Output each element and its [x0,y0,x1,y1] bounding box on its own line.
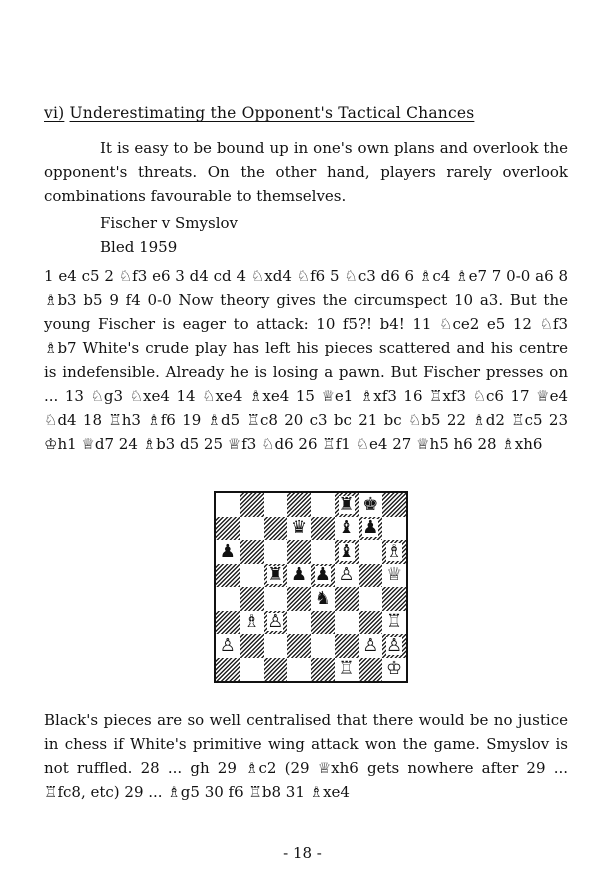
game-players: Fischer v Smyslov [100,214,238,232]
chess-piece: ♜ [338,493,355,515]
board-square [287,493,311,517]
board-square [311,611,335,635]
board-square [287,540,311,564]
board-square [240,540,264,564]
chess-piece: ♜ [267,564,284,586]
board-square [335,564,359,588]
board-square [311,658,335,682]
chess-piece: ♗ [243,611,260,633]
page-number: - 18 - [283,844,322,862]
chess-piece: ♚ [362,493,379,515]
board-square [382,587,406,611]
board-square [216,611,240,635]
board-square [359,564,383,588]
board-square [287,611,311,635]
board-square [335,634,359,658]
board-square [382,517,406,541]
chess-piece: ♕ [386,564,403,586]
chess-piece: ♙ [219,634,236,656]
chess-piece: ♔ [386,658,403,680]
board-square [264,540,288,564]
board-square [216,493,240,517]
board-square [240,611,264,635]
board-square [335,540,359,564]
board-square [311,493,335,517]
chess-piece: ♙ [338,564,355,586]
board-square [382,493,406,517]
board-square [382,611,406,635]
board-square [240,634,264,658]
chess-piece: ♟ [291,564,308,586]
commentary-paragraph: Black's pieces are so well centralised that there would be no justice in chess if White's primitive wing attack won the game. Smyslov is not ruffled. 28 ... gh 29 ♗c2 (29 ♕xh6 gets nowhere after 29 ... ♖fc8, etc) 29 ... ♗g5 30 f6 ♖b8 31 ♗xe4 [44,711,568,801]
board-square [359,611,383,635]
board-square [240,587,264,611]
chess-piece: ♙ [386,634,403,656]
board-square [359,517,383,541]
board-square [311,587,335,611]
game-event: Bled 1959 [100,238,178,256]
board-square [359,493,383,517]
board-square [264,634,288,658]
board-square [216,658,240,682]
chess-piece: ♗ [386,540,403,562]
board-square [287,564,311,588]
board-square [311,634,335,658]
board-square [382,540,406,564]
chess-piece: ♙ [362,634,379,656]
board-square [216,540,240,564]
chess-piece: ♙ [267,611,284,633]
board-square [287,587,311,611]
chess-piece: ♟ [219,540,236,562]
chess-piece: ♟ [314,564,331,586]
chess-piece: ♝ [338,517,355,539]
board-square [264,517,288,541]
board-square [264,564,288,588]
game-moves: 1 e4 c5 2 ♘f3 e6 3 d4 cd 4 ♘xd4 ♘f6 5 ♘c3 d6 6 ♗c4 ♗e7 7 0-0 a6 8 ♗b3 b5 9 f4 0-0 Now theory gives the circumspect 10 a3. But the young Fischer is eager to attack: 10 f5?! b4! 11 ♘ce2 e5 12 ♘f3 ♗b7 White's crude play has left his pieces scattered and his centre is indefensible. Already he is losing a pawn. But Fischer presses on ... 13 ♘g3 ♘xe4 14 ♘xe4 ♗xe4 15 ♕e1 ♗xf3 16 ♖xf3 ♘c6 17 ♕e4 ♘d4 18 ♖h3 ♗f6 19 ♗d5 ♖c8 20 c3 bc 21 bc ♘b5 22 ♗d2 ♖c5 23 ♔h1 ♕d7 24 ♗b3 d5 25 ♕f3 ♘d6 26 ♖f1 ♘e4 27 ♕h5 h6 28 ♗xh6 [44,267,568,453]
board-square [240,564,264,588]
chess-piece: ♝ [338,540,355,562]
board-square [335,493,359,517]
board-square [240,517,264,541]
intro-paragraph: It is easy to be bound up in one's own plans and overlook the opponent's threats. On the other hand, players rarely overlook combinations favourable to themselves. [44,139,568,205]
chess-piece: ♟ [362,517,379,539]
board-square [216,517,240,541]
board-square [264,493,288,517]
board-square [311,517,335,541]
board-square [216,564,240,588]
board-square [382,634,406,658]
section-title: Underestimating the Opponent's Tactical Chances [69,104,475,122]
board-square [335,517,359,541]
chess-piece: ♖ [386,611,403,633]
section-heading [44,104,474,122]
board-square [216,587,240,611]
board-square [240,658,264,682]
board-square [287,634,311,658]
board-square [311,540,335,564]
board-square [359,540,383,564]
section-number: vi) [44,104,65,122]
chess-piece: ♖ [338,658,355,680]
board-square [335,658,359,682]
board-square [335,611,359,635]
board-square [359,634,383,658]
board-square [287,517,311,541]
chess-board-diagram [214,491,408,683]
board-square [264,658,288,682]
board-square [264,611,288,635]
chess-piece: ♛ [291,517,308,539]
board-square [359,587,383,611]
chess-piece: ♞ [314,587,331,609]
board-square [335,587,359,611]
board-square [359,658,383,682]
board-square [264,587,288,611]
board-square [216,634,240,658]
board-square [382,658,406,682]
board-square [311,564,335,588]
board-square [287,658,311,682]
board-square [382,564,406,588]
board-square [240,493,264,517]
